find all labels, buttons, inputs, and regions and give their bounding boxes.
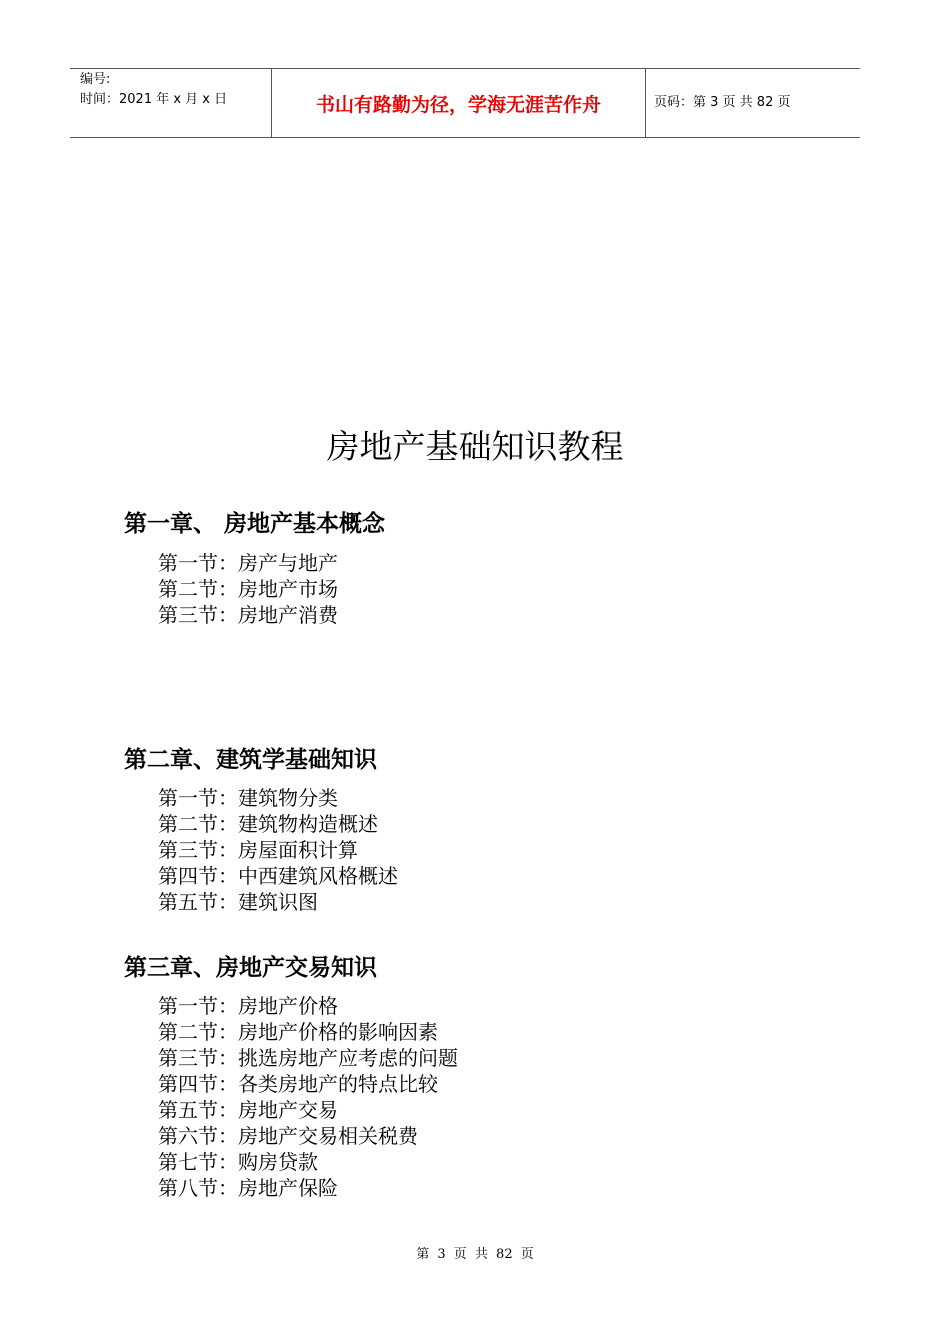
chapter-3-heading: 第三章、房地产交易知识 (124, 955, 377, 981)
chapter-2-section-list (158, 785, 398, 915)
section-item: 第一节：建筑物分类 (158, 786, 338, 810)
header-page-cell (646, 69, 860, 137)
page-code: 页码：第 3 页 共 82 页 (654, 95, 791, 110)
section-item: 第一节：房地产价格 (158, 994, 338, 1018)
section-item: 第七节：购房贷款 (158, 1150, 318, 1174)
section-item: 第八节：房地产保险 (158, 1176, 338, 1200)
section-item: 第一节：房产与地产 (158, 551, 338, 575)
header-meta-cell (70, 69, 272, 137)
section-item: 第五节：建筑识图 (158, 890, 318, 914)
chapter-1-section-list (158, 550, 338, 628)
chapter-1-heading: 第一章、 房地产基本概念 (124, 511, 386, 537)
chapter-3-section-list (158, 993, 458, 1201)
section-item: 第二节：房地产市场 (158, 577, 338, 601)
motto: 书山有路勤为径，学海无涯苦作舟 (315, 94, 601, 116)
page-footer: 第 3 页 共 82 页 (416, 1247, 534, 1262)
header-motto-cell (272, 69, 646, 137)
time-label: 时间：2021 年 x 月 x 日 (80, 92, 228, 107)
document-title: 房地产基础知识教程 (326, 427, 624, 466)
section-item: 第三节：挑选房地产应考虑的问题 (158, 1046, 458, 1070)
serial-label: 编号: (80, 72, 111, 87)
section-item: 第六节：房地产交易相关税费 (158, 1124, 418, 1148)
section-item: 第四节：各类房地产的特点比较 (158, 1072, 438, 1096)
section-item: 第二节：建筑物构造概述 (158, 812, 378, 836)
section-item: 第三节：房地产消费 (158, 603, 338, 627)
section-item: 第二节：房地产价格的影响因素 (158, 1020, 438, 1044)
section-item: 第五节：房地产交易 (158, 1098, 338, 1122)
section-item: 第四节：中西建筑风格概述 (158, 864, 398, 888)
section-item: 第三节：房屋面积计算 (158, 838, 358, 862)
page-header-table (70, 68, 860, 138)
chapter-2-heading: 第二章、建筑学基础知识 (124, 747, 377, 773)
